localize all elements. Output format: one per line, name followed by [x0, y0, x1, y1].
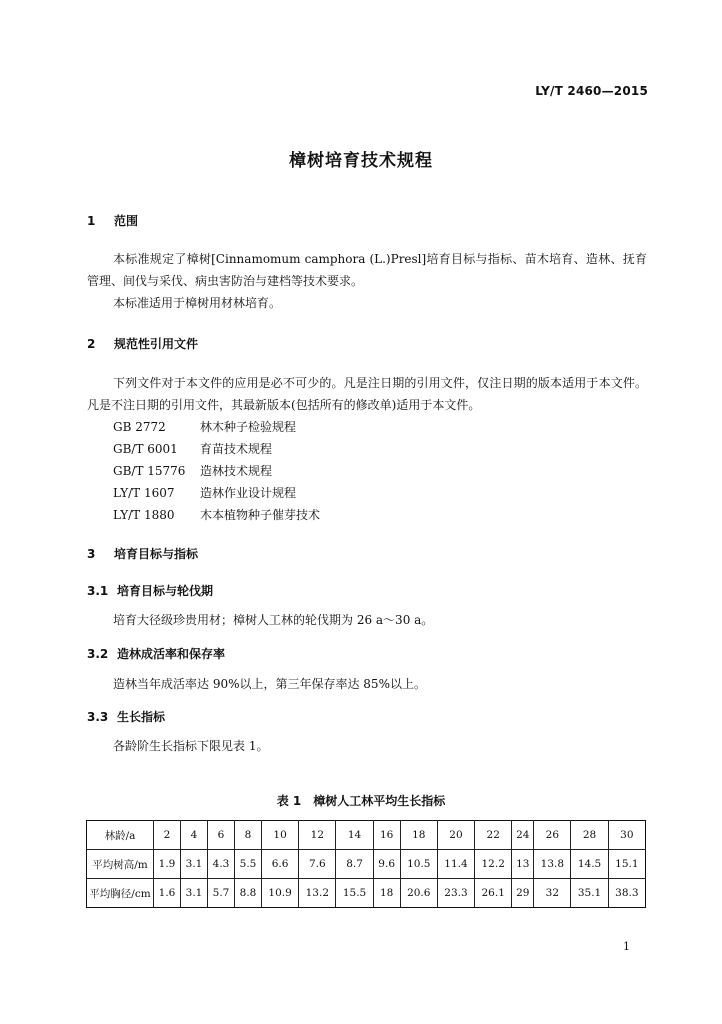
reference-name: 造林技术规程: [200, 464, 273, 478]
reference-list: [113, 416, 320, 526]
table-cell: 20: [437, 821, 474, 850]
section-2-heading: [87, 335, 198, 352]
table-cell: 24: [512, 821, 534, 850]
section-3-3-body: [87, 735, 647, 757]
table-cell: 29: [512, 879, 534, 908]
table-cell: 10: [262, 821, 299, 850]
document-title: 樟树培育技术规程: [289, 151, 433, 171]
table-cell: 10.9: [262, 879, 299, 908]
table-cell: 10.5: [400, 850, 437, 879]
table-header-row: [87, 821, 646, 850]
section-3-2-heading: [87, 645, 225, 662]
table-cell: 15.1: [608, 850, 645, 879]
section-title: 生长指标: [117, 710, 166, 724]
reference-item: [113, 460, 320, 482]
table-cell: 6: [208, 821, 235, 850]
section-3-1-body: [87, 609, 647, 631]
paragraph: 各龄阶生长指标下限见表 1。: [113, 739, 269, 753]
reference-item: [113, 482, 320, 504]
table-cell: 4.3: [208, 850, 235, 879]
section-number: 3.1: [87, 584, 109, 598]
table-cell: 5.7: [208, 879, 235, 908]
standard-code: LY/T 2460—2015: [535, 84, 648, 98]
table-cell: 15.5: [336, 879, 373, 908]
table-cell: 38.3: [608, 879, 645, 908]
table-cell: 23.3: [437, 879, 474, 908]
paragraph: 造林当年成活率达 90%以上，第三年保存率达 85%以上。: [113, 677, 426, 691]
section-title: 规范性引用文件: [114, 337, 199, 351]
table-cell: 1.9: [154, 850, 181, 879]
section-1-heading: [87, 212, 138, 229]
table-cell: 6.6: [262, 850, 299, 879]
section-title: 造林成活率和保存率: [117, 647, 226, 661]
table-cell: 22: [475, 821, 512, 850]
section-2-body: [87, 372, 647, 416]
table-cell: 28: [571, 821, 608, 850]
section-3-3-heading: [87, 708, 165, 725]
reference-item: [113, 416, 320, 438]
table-cell: 35.1: [571, 879, 608, 908]
section-number: 3.3: [87, 710, 109, 724]
table-caption: 表 1 樟树人工林平均生长指标: [276, 794, 446, 808]
table-cell: 8: [235, 821, 262, 850]
table-cell: 14: [336, 821, 373, 850]
section-number: 2: [87, 337, 96, 351]
section-number: 3: [87, 547, 96, 561]
table-cell: 30: [608, 821, 645, 850]
paragraph: 本标准适用于樟树用材林培育。: [113, 296, 282, 310]
section-title: 范围: [114, 214, 139, 228]
section-number: 1: [87, 214, 96, 228]
reference-code: GB/T 15776: [113, 464, 186, 478]
table-cell: 7.6: [299, 850, 336, 879]
table-cell: 18: [373, 879, 400, 908]
section-3-2-body: [87, 673, 647, 695]
table-row-label: 平均树高/m: [87, 850, 154, 879]
section-3-1-heading: [87, 582, 213, 599]
table-cell: 8.8: [235, 879, 262, 908]
table-cell: 8.7: [336, 850, 373, 879]
table-row: [87, 879, 646, 908]
table-cell: 12: [299, 821, 336, 850]
table-cell: 13: [512, 850, 534, 879]
table-cell: 13.2: [299, 879, 336, 908]
reference-item: [113, 504, 320, 526]
reference-name: 林木种子检验规程: [200, 420, 297, 434]
table-cell: 1.6: [154, 879, 181, 908]
page-number: 1: [623, 940, 630, 953]
section-number: 3.2: [87, 647, 109, 661]
section-3-heading: [87, 545, 198, 562]
section-title: 培育目标与轮伐期: [117, 584, 214, 598]
table-cell: 5.5: [235, 850, 262, 879]
table-row-label: 平均胸径/cm: [87, 879, 154, 908]
reference-code: GB 2772: [113, 420, 166, 434]
paragraph: 培育大径级珍贵用材；樟树人工林的轮伐期为 26 a～30 a。: [113, 613, 434, 627]
reference-item: [113, 438, 320, 460]
table-cell: 18: [400, 821, 437, 850]
reference-code: GB/T 6001: [113, 442, 178, 456]
reference-name: 木本植物种子催芽技术: [200, 508, 321, 522]
table-row-label: 林龄/a: [87, 821, 154, 850]
table-cell: 4: [181, 821, 208, 850]
table-cell: 12.2: [475, 850, 512, 879]
growth-table: [86, 820, 646, 908]
table-cell: 16: [373, 821, 400, 850]
table-cell: 9.6: [373, 850, 400, 879]
section-1-body: [87, 248, 647, 314]
table-cell: 3.1: [181, 850, 208, 879]
table-row: [87, 850, 646, 879]
table-cell: 20.6: [400, 879, 437, 908]
table-cell: 2: [154, 821, 181, 850]
reference-name: 造林作业设计规程: [200, 486, 297, 500]
table-cell: 3.1: [181, 879, 208, 908]
paragraph: 下列文件对于本文件的应用是必不可少的。凡是注日期的引用文件，仅注日期的版本适用于本文件。凡是不注日期的引用文件，其最新版本(包括所有的修改单)适用于本文件。: [87, 376, 647, 412]
section-title: 培育目标与指标: [114, 547, 199, 561]
table-cell: 26: [534, 821, 571, 850]
reference-code: LY/T 1607: [113, 486, 175, 500]
table-cell: 14.5: [571, 850, 608, 879]
table-cell: 11.4: [437, 850, 474, 879]
table-cell: 32: [534, 879, 571, 908]
reference-name: 育苗技术规程: [200, 442, 273, 456]
reference-code: LY/T 1880: [113, 508, 175, 522]
table-cell: 13.8: [534, 850, 571, 879]
paragraph: 本标准规定了樟树[Cinnamomum camphora (L.)Presl]培育目标与指标、苗木培育、造林、抚育管理、间伐与采伐、病虫害防治与建档等技术要求。: [87, 252, 647, 288]
table-cell: 26.1: [475, 879, 512, 908]
